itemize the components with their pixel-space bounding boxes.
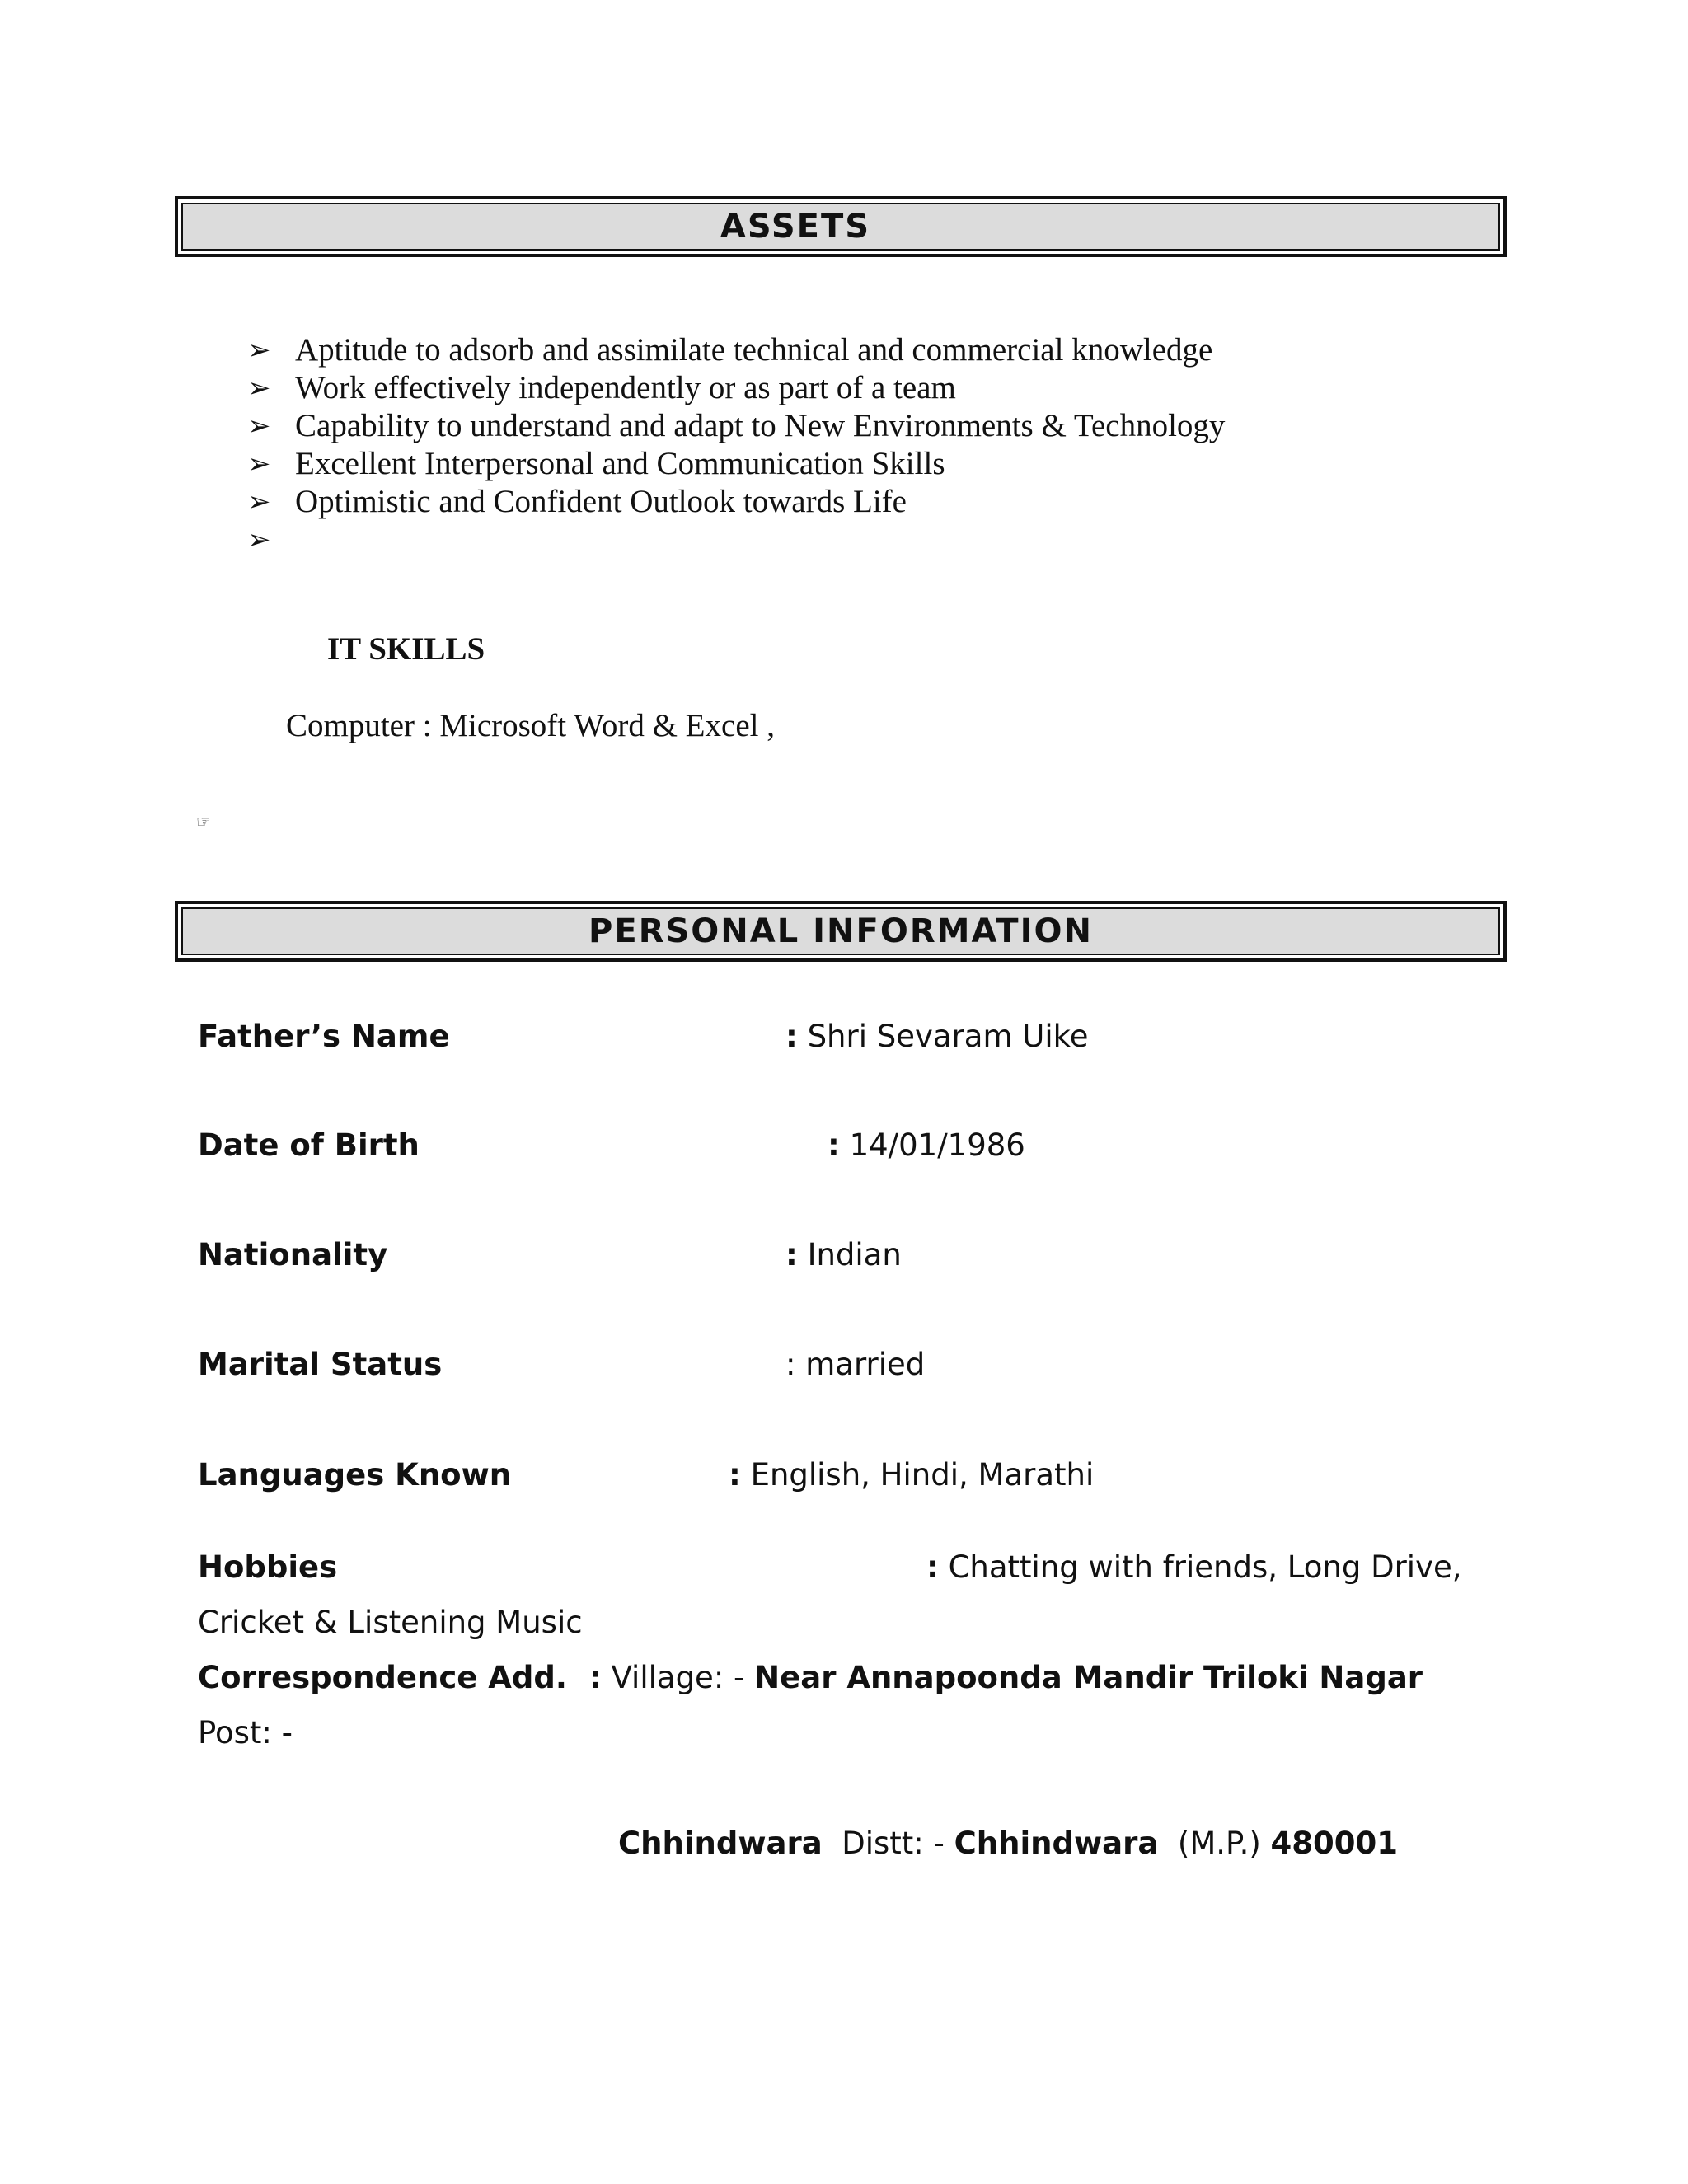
pointing-hand-icon: ☞: [196, 812, 211, 832]
state-value: (M.P.): [1177, 1825, 1261, 1861]
arrow-bullet-icon: ➢: [247, 372, 271, 405]
address-label: Correspondence Add.: [198, 1660, 567, 1695]
marital-status-value: married: [805, 1347, 926, 1382]
village-value: Near Annapoonda Mandir Triloki Nagar: [754, 1660, 1423, 1695]
nationality-value-row: [785, 1237, 902, 1272]
nationality-label: Nationality: [198, 1237, 388, 1272]
fathers-name-value-row: [785, 1019, 1089, 1054]
languages-label: Languages Known: [198, 1457, 512, 1493]
colon: :: [926, 1549, 939, 1585]
post-label: Post: -: [198, 1715, 293, 1750]
fathers-name-label: Father’s Name: [198, 1019, 450, 1054]
colon: :: [828, 1127, 840, 1163]
pin-value: 480001: [1270, 1825, 1399, 1861]
assets-list: [247, 331, 1225, 559]
hobbies-label: Hobbies: [198, 1549, 338, 1585]
assets-section-header: [175, 196, 1507, 257]
colon: :: [729, 1457, 741, 1493]
address-city-row: [618, 1825, 1398, 1861]
list-item: [247, 331, 1225, 369]
marital-status-label: Marital Status: [198, 1347, 443, 1382]
asset-text: Aptitude to adsorb and assimilate technical and commercial knowledge: [295, 332, 1213, 368]
list-item: [247, 369, 1225, 407]
colon: :: [785, 1347, 796, 1382]
district-value: Chhindwara: [954, 1825, 1159, 1861]
colon: :: [589, 1660, 602, 1695]
asset-text: Excellent Interpersonal and Communication Skills: [295, 446, 945, 481]
languages-value-row: [729, 1457, 1094, 1493]
arrow-bullet-icon: ➢: [247, 410, 271, 443]
nationality-value: Indian: [807, 1237, 902, 1272]
arrow-bullet-icon: ➢: [247, 523, 271, 556]
list-item: [247, 521, 1225, 559]
hobbies-continuation: Cricket & Listening Music: [198, 1605, 583, 1640]
colon: :: [785, 1019, 798, 1054]
list-item: [247, 445, 1225, 483]
asset-text: Work effectively independently or as part of a team: [295, 370, 956, 405]
personal-info-section-header: [175, 901, 1507, 962]
city-value: Chhindwara: [618, 1825, 823, 1861]
fathers-name-value: Shri Sevaram Uike: [807, 1019, 1089, 1054]
assets-heading: ASSETS: [181, 203, 1500, 251]
arrow-bullet-icon: ➢: [247, 334, 271, 367]
it-skills-heading: IT SKILLS: [327, 631, 485, 667]
hobbies-value: Chatting with friends, Long Drive,: [948, 1549, 1462, 1585]
dob-value: 14/01/1986: [849, 1127, 1025, 1163]
languages-value: English, Hindi, Marathi: [750, 1457, 1095, 1493]
arrow-bullet-icon: ➢: [247, 485, 271, 518]
list-item: [247, 483, 1225, 521]
arrow-bullet-icon: ➢: [247, 448, 271, 480]
asset-text: Capability to understand and adapt to New Environments & Technology: [295, 408, 1226, 443]
address-village-row: [589, 1660, 1423, 1695]
hobbies-value-row: [926, 1549, 1462, 1585]
distt-label: Distt: -: [842, 1825, 945, 1861]
computer-skills-line: Computer : Microsoft Word & Excel ,: [286, 708, 775, 743]
village-label: Village: -: [611, 1660, 745, 1695]
dob-label: Date of Birth: [198, 1127, 420, 1163]
personal-info-heading: PERSONAL INFORMATION: [181, 907, 1500, 955]
list-item: [247, 407, 1225, 445]
asset-text: Optimistic and Confident Outlook towards Life: [295, 484, 907, 519]
marital-status-value-row: [785, 1347, 925, 1382]
colon: :: [785, 1237, 798, 1272]
dob-value-row: [828, 1127, 1025, 1163]
